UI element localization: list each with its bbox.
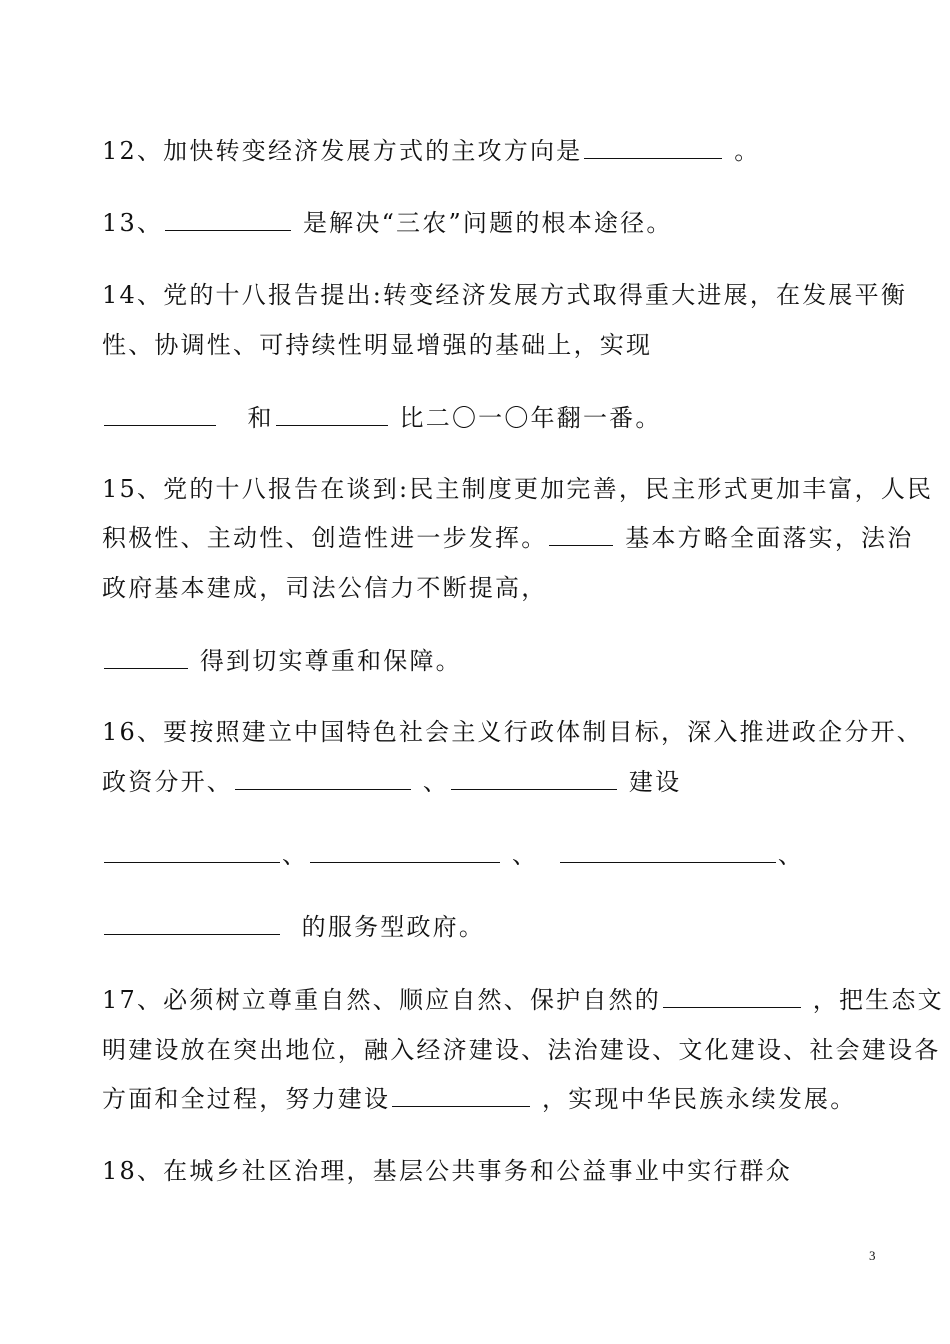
answer-blank[interactable] xyxy=(276,403,388,426)
answer-blank[interactable] xyxy=(165,208,291,231)
answer-blank[interactable] xyxy=(663,985,801,1008)
answer-blank[interactable] xyxy=(584,136,722,159)
q14-and: 和 xyxy=(247,404,274,432)
q16-text-c: 建设 xyxy=(628,768,682,796)
question-17-line-3 xyxy=(102,1083,856,1115)
q12-text: 12、加快转变经济发展方式的主攻方向是 xyxy=(102,137,583,165)
page-number: 3 xyxy=(869,1248,876,1263)
answer-blank[interactable] xyxy=(104,403,216,426)
question-15-line-2 xyxy=(102,522,913,554)
answer-blank[interactable] xyxy=(310,840,500,863)
q13-number: 13、 xyxy=(102,209,164,237)
answer-blank[interactable] xyxy=(104,912,280,935)
question-17-line-2: 明建设放在突出地位，融入经济建设、法治建设、文化建设、社会建设各 xyxy=(102,1036,941,1064)
q15-end: 得到切实尊重和保障。 xyxy=(199,647,462,675)
q15-text-a: 积极性、主动性、创造性进一步发挥。 xyxy=(102,524,548,552)
question-16-line-1: 16、要按照建立中国特色社会主义行政体制目标，深入推进政企分开、 xyxy=(102,718,923,746)
question-15-line-1: 15、党的十八报告在谈到:民主制度更加完善，民主形式更加丰富，人民 xyxy=(102,475,934,503)
answer-blank[interactable] xyxy=(451,767,617,790)
q16-text-a: 政资分开、 xyxy=(102,768,233,796)
q13-text: 是解决“三农”问题的根本途径。 xyxy=(302,209,673,237)
q17-text-a: 17、必须树立尊重自然、顺应自然、保护自然的 xyxy=(102,986,661,1014)
q14-end: 比二〇一〇年翻一番。 xyxy=(399,404,662,432)
question-16-line-3 xyxy=(102,839,804,871)
answer-blank[interactable] xyxy=(104,646,188,669)
q16-sep: 、 xyxy=(512,841,539,869)
question-17-line-1 xyxy=(102,984,944,1016)
q16-end: 的服务型政府。 xyxy=(301,913,486,941)
answer-blank[interactable] xyxy=(549,523,613,546)
answer-blank[interactable] xyxy=(392,1084,530,1107)
q16-sep: 、 xyxy=(282,841,309,869)
question-14-line-2: 性、协调性、可持续性明显增强的基础上，实现 xyxy=(102,331,653,359)
question-14-line-1: 14、党的十八报告提出:转变经济发展方式取得重大进展，在发展平衡 xyxy=(102,281,908,309)
answer-blank[interactable] xyxy=(235,767,411,790)
question-16-line-2 xyxy=(102,766,681,798)
answer-blank[interactable] xyxy=(104,840,280,863)
q16-sep: 、 xyxy=(422,768,450,796)
q12-end: 。 xyxy=(734,137,761,165)
q17-text-b: ，把生态文 xyxy=(812,986,944,1014)
question-15-line-3: 政府基本建成，司法公信力不断提高， xyxy=(102,574,548,602)
q15-text-b: 基本方略全面落实，法治 xyxy=(625,524,914,552)
q17-text-c: 方面和全过程，努力建设 xyxy=(102,1085,391,1113)
q16-sep: 、 xyxy=(777,841,805,869)
question-14-line-3 xyxy=(102,402,662,434)
question-15-line-4 xyxy=(102,645,462,677)
q17-text-d: ，实现中华民族永续发展。 xyxy=(542,1085,857,1113)
answer-blank[interactable] xyxy=(560,840,776,863)
question-13 xyxy=(102,207,673,239)
question-18-line-1: 18、在城乡社区治理，基层公共事务和公益事业中实行群众 xyxy=(102,1157,792,1185)
question-12 xyxy=(102,135,760,167)
question-16-line-4 xyxy=(102,911,485,943)
